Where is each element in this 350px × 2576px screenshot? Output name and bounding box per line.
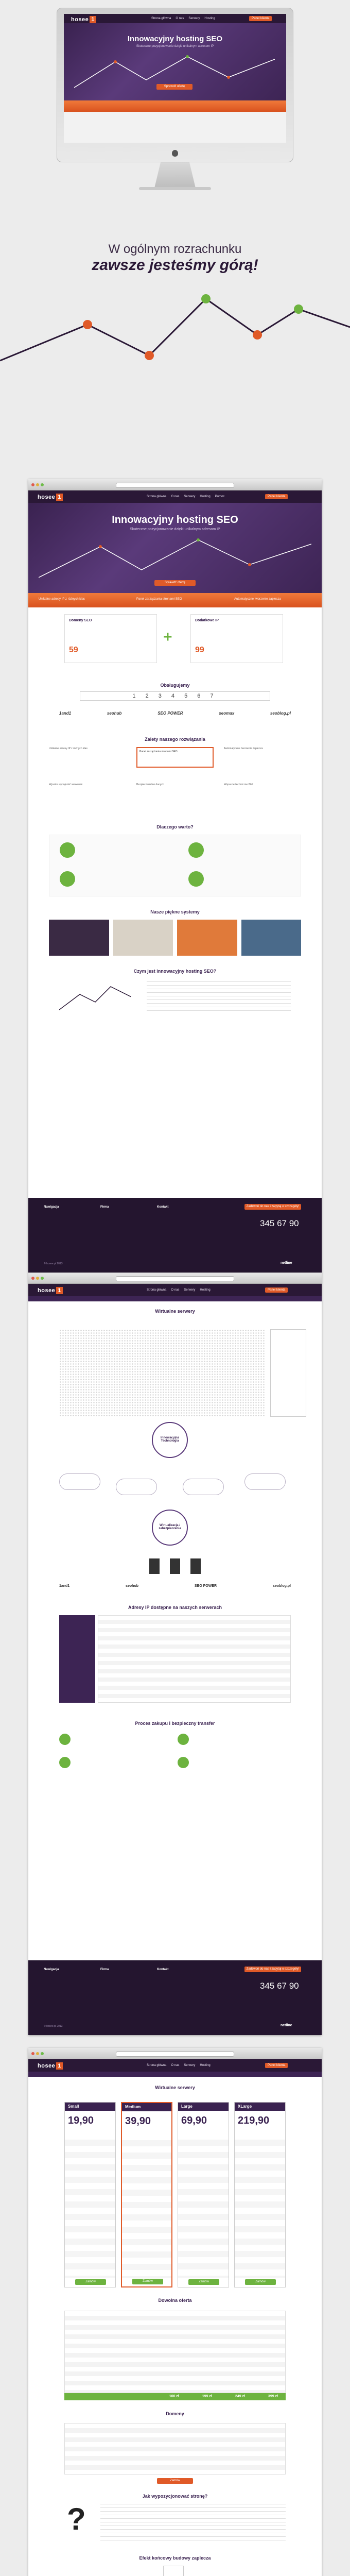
nav-item[interactable]: Strona główna <box>147 495 167 498</box>
browser-chrome <box>28 2048 322 2059</box>
hero-cta-button[interactable]: Sprawdź ofertę <box>156 84 192 90</box>
plan-price: 69,90 <box>181 2115 207 2126</box>
text-block <box>147 981 291 1012</box>
features-grid <box>49 747 301 814</box>
top-nav <box>147 1289 211 1292</box>
partner-logo: 1and1 <box>59 711 72 716</box>
nav-item[interactable]: Hosting <box>204 17 215 20</box>
plan-name: Small <box>65 2103 115 2111</box>
bottom-node: Wirtualizacja / zabezpieczenia <box>152 1510 188 1546</box>
domains-more-button[interactable]: Zamów <box>157 2478 193 2484</box>
seo-graph-icon <box>59 981 131 1012</box>
world-map <box>59 1329 265 1417</box>
plan-card[interactable] <box>121 2102 172 2287</box>
process-grid <box>59 1734 291 1775</box>
feature-item: Automatyczne tworzenie zaplecza <box>224 747 263 750</box>
address-bar[interactable] <box>116 2052 234 2057</box>
nav-item[interactable]: O nas <box>171 2064 180 2067</box>
plan-name: Large <box>178 2103 229 2111</box>
section-title: Adresy IP dostępne na naszych serwerach <box>128 1605 222 1610</box>
nav-item[interactable]: Pomoc <box>215 495 225 498</box>
feature-text: Panel zarządzania stronami SEO <box>136 598 182 601</box>
browser-window-home <box>28 479 322 1273</box>
total-value: 399 zł <box>268 2395 278 2398</box>
plan-order-button[interactable]: Zamów <box>132 2279 163 2284</box>
tagline-line2: zawsze jesteśmy górą! <box>92 257 258 274</box>
section-title: Czym jest innowacyjny hosting SEO? <box>133 969 217 974</box>
logo-text[interactable]: hosee <box>38 1287 56 1294</box>
address-bar[interactable] <box>116 483 234 488</box>
promo-price: 99 <box>195 646 204 654</box>
country-list[interactable] <box>270 1329 306 1417</box>
ip-sidebar[interactable] <box>59 1615 95 1703</box>
section-title: Obsługujemy <box>160 683 190 688</box>
section-title: Jak wypozycjonować stronę? <box>142 2494 208 2499</box>
section-title: Dlaczego warto? <box>156 824 194 829</box>
partner-logo: SEO POWER <box>194 1584 217 1588</box>
section-title: Wirtualne serwery <box>155 2085 195 2090</box>
monitor-mockup <box>57 8 293 198</box>
tagline-graph <box>0 278 350 371</box>
promo-price: 59 <box>69 646 78 654</box>
footer-phone[interactable]: 345 67 90 <box>260 1218 299 1228</box>
plan-name: XLarge <box>235 2103 285 2111</box>
how-text <box>100 2504 286 2543</box>
partner-logo: 1and1 <box>59 1584 70 1588</box>
footer-cta-button[interactable]: Zadzwoń do nas i zapytaj o szczegóły! <box>244 1204 301 1210</box>
hero-title: Innowacyjny hosting SEO <box>112 514 238 526</box>
section-title: Dowolna oferta <box>158 2298 192 2303</box>
plan-card[interactable] <box>64 2102 116 2287</box>
total-value: 199 zł <box>202 2395 212 2398</box>
nav-item[interactable]: O nas <box>171 1289 180 1292</box>
plan-name: Medium <box>122 2103 171 2111</box>
promo-card-ip[interactable] <box>190 614 283 663</box>
nav-item[interactable]: Strona główna <box>151 17 171 20</box>
footer-col: Firma <box>100 1968 109 1971</box>
footer-col: Firma <box>100 1206 109 1209</box>
plus-icon: + <box>163 629 172 646</box>
monitor-stand <box>154 162 196 188</box>
plan-price: 39,90 <box>125 2115 151 2127</box>
nav-item[interactable]: Hosting <box>200 2064 211 2067</box>
plan-order-button[interactable]: Zamów <box>188 2279 219 2285</box>
nav-item[interactable]: Hosting <box>200 1289 211 1292</box>
footer-copyright: © hosee.pl 2013 <box>44 1262 63 1265</box>
footer <box>28 1198 322 1273</box>
totals-row <box>64 2393 286 2400</box>
cloud-icon <box>116 1479 157 1495</box>
server-icons <box>131 1558 219 1574</box>
section-title: Proces zakupu i bezpieczny transfer <box>135 1721 215 1726</box>
footer-phone[interactable]: 345 67 90 <box>260 1981 299 1991</box>
feature-item: Wsparcie techniczne 24/7 <box>224 783 254 786</box>
ip-table <box>98 1615 291 1703</box>
compare-table <box>64 2311 286 2393</box>
plan-order-button[interactable]: Zamów <box>245 2279 276 2285</box>
plan-price: 19,90 <box>68 2115 94 2126</box>
section-title: Nasze piękne systemy <box>150 909 200 914</box>
center-node: Innowacyjna Technologia <box>152 1422 188 1458</box>
why-grid <box>49 835 301 896</box>
footer-col: Nawigacja <box>44 1968 59 1971</box>
hero-graph <box>39 534 311 583</box>
logo-text[interactable]: hosee <box>38 2063 56 2069</box>
browser-chrome <box>28 479 322 490</box>
section-title: Domeny <box>166 2411 184 2416</box>
counter-digits: 1 2 3 4 5 6 7 <box>80 691 270 701</box>
feature-item: Unikalne adresy IP z różnych klas <box>49 747 87 750</box>
address-bar[interactable] <box>116 1276 234 1281</box>
nav-item[interactable]: Strona główna <box>147 1289 167 1292</box>
cloud-icon <box>183 1479 224 1495</box>
partner-logo: seomax <box>219 711 235 716</box>
feature-strip <box>28 593 322 607</box>
cloud-icon <box>244 1473 286 1490</box>
top-nav <box>147 495 224 498</box>
panel-badge[interactable]: Panel klienta <box>265 494 288 499</box>
partner-logos <box>59 711 291 716</box>
hero-cta-button[interactable]: Sprawdź ofertę <box>154 580 196 586</box>
browser-window-servers <box>28 1273 322 2035</box>
nav-item[interactable]: Serwery <box>188 17 200 20</box>
total-value: 249 zł <box>235 2395 245 2398</box>
partner-logo: netline <box>281 2024 292 2027</box>
tagline-line1: W ogólnym rozrachunku <box>108 242 242 256</box>
nav-item[interactable]: Hosting <box>200 495 211 498</box>
hero-title: Innowacyjny hosting SEO <box>127 35 223 43</box>
partner-logos <box>59 1584 291 1588</box>
promo-card-domains[interactable] <box>64 614 157 663</box>
partner-logo: seoblog.pl <box>270 711 291 716</box>
plan-price: 219,90 <box>238 2115 270 2126</box>
section-title: Wirtualne serwery <box>155 1309 195 1314</box>
logo-text[interactable]: hosee <box>71 16 89 23</box>
hero-subtitle: Skuteczne pozycjonowanie dzięki unikalnym adresom IP <box>130 528 220 531</box>
screens-strip <box>49 920 301 956</box>
footer-col: Nawigacja <box>44 1206 59 1209</box>
partner-logo: seohub <box>107 711 122 716</box>
total-value: 100 zł <box>169 2395 179 2398</box>
promo-title: Dodatkowe IP <box>195 619 219 622</box>
footer-col: Kontakt <box>157 1206 169 1209</box>
domains-table <box>64 2423 286 2475</box>
nav-item[interactable]: O nas <box>176 17 184 20</box>
panel-badge[interactable]: Panel klienta <box>249 16 272 21</box>
main-site-icon <box>163 2566 184 2576</box>
section-title: Efekt końcowy budowy zaplecza <box>139 2555 211 2561</box>
nav-item[interactable]: Serwery <box>184 2064 196 2067</box>
logo-text[interactable]: hosee <box>38 494 56 500</box>
top-nav <box>151 17 215 20</box>
logo-mark: 1 <box>90 16 96 23</box>
hero-subtitle: Skuteczne pozycjonowanie dzięki unikalnym adresom IP <box>136 45 214 48</box>
feature-text: Unikalne adresy IP z różnych klas <box>39 598 85 601</box>
cloud-icon <box>59 1473 100 1490</box>
feature-item: Bezpieczeństwo danych <box>136 783 164 786</box>
logo-mark: 1 <box>56 494 63 501</box>
feature-item: Wysoka wydajność serwerów <box>49 783 83 786</box>
logo-mark: 1 <box>56 2062 63 2070</box>
nav-item[interactable]: Serwery <box>184 495 196 498</box>
footer <box>28 1960 322 2035</box>
monitor-screen <box>64 14 286 143</box>
partner-logo: seoblog.pl <box>272 1584 291 1588</box>
apple-logo-icon <box>172 150 178 157</box>
feature-item-highlight: Panel zarządzania stronami SEO <box>136 747 214 768</box>
question-mark-icon: ? <box>67 2502 86 2536</box>
nav-item[interactable]: Serwery <box>184 1289 196 1292</box>
top-nav <box>147 2064 211 2067</box>
plan-card[interactable] <box>234 2102 286 2287</box>
footer-col: Kontakt <box>157 1968 169 1971</box>
browser-chrome <box>28 1273 322 1284</box>
partner-logo: SEO POWER <box>157 711 183 716</box>
feature-text: Automatyczne tworzenie zaplecza <box>234 598 281 601</box>
section-title: Zalety naszego rozwiązania <box>145 737 205 742</box>
plan-card[interactable] <box>178 2102 229 2287</box>
logo-mark: 1 <box>56 1287 63 1294</box>
partner-logo: seohub <box>126 1584 139 1588</box>
promo-title: Domeny SEO <box>69 619 92 622</box>
footer-copyright: © hosee.pl 2013 <box>44 2025 63 2028</box>
nav-item[interactable]: Strona główna <box>147 2064 167 2067</box>
footer-cta-button[interactable]: Zadzwoń do nas i zapytaj o szczegóły! <box>244 1967 301 1972</box>
plan-order-button[interactable]: Zamów <box>75 2279 106 2285</box>
panel-badge[interactable]: Panel klienta <box>265 2063 288 2068</box>
browser-window-pricing <box>28 2048 322 2576</box>
nav-item[interactable]: O nas <box>171 495 180 498</box>
panel-badge[interactable]: Panel klienta <box>265 1287 288 1293</box>
partner-logo: netline <box>281 1261 292 1265</box>
